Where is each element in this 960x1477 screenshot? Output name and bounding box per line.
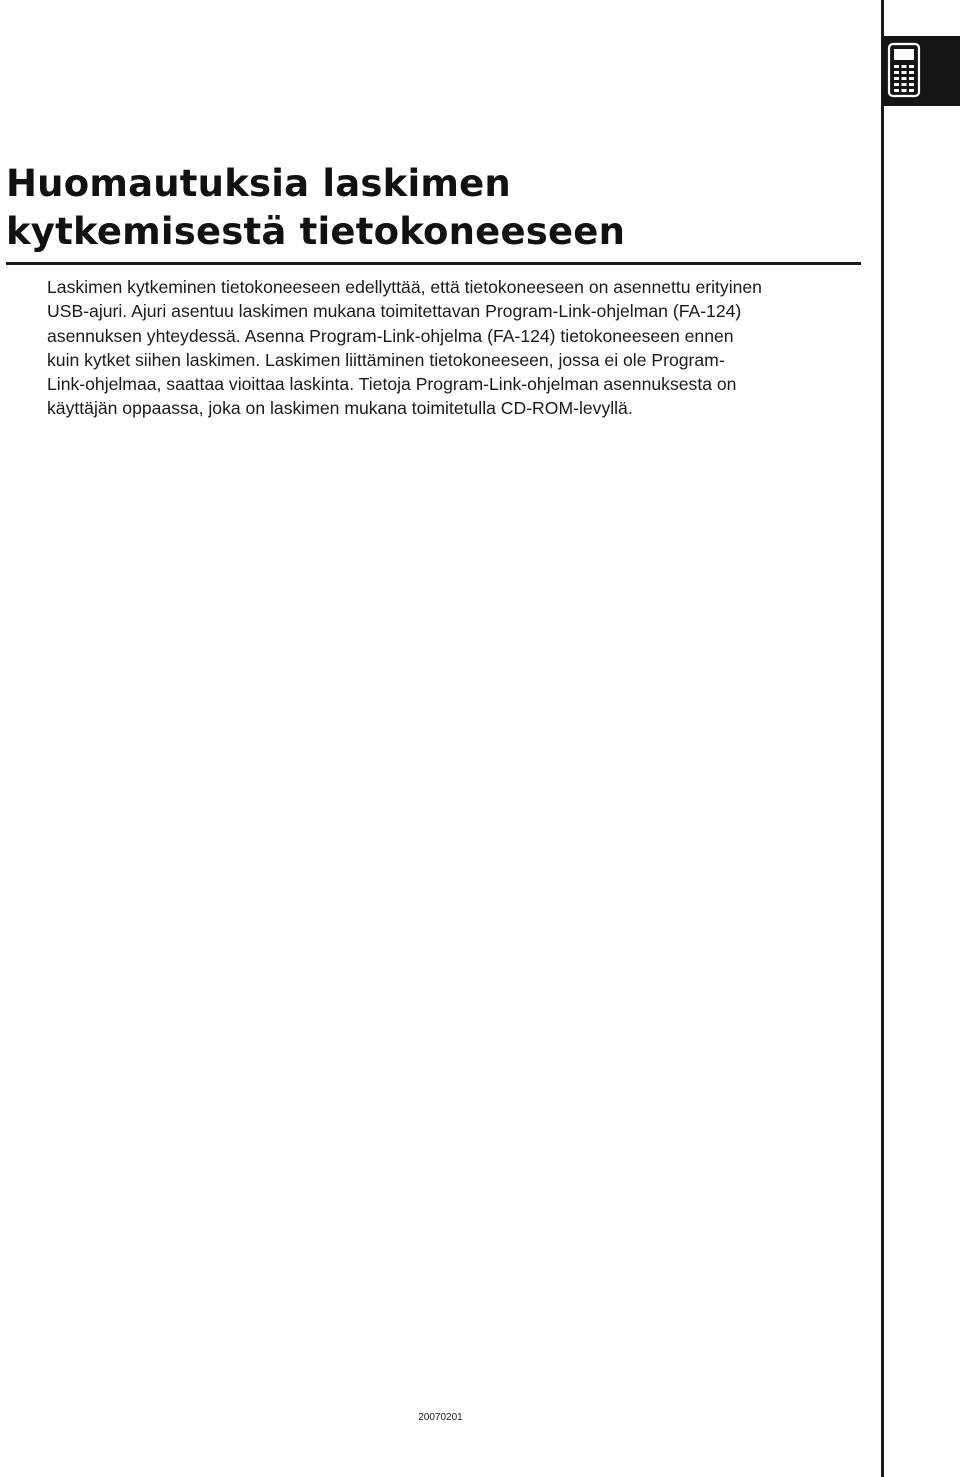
calculator-icon xyxy=(886,42,922,98)
footer-code: 20070201 xyxy=(418,1412,463,1423)
body-line-1: Laskimen kytkeminen tietokoneeseen edellyttää, että tietokoneeseen on asennettu erityinen xyxy=(47,277,762,297)
page-title xyxy=(6,160,625,256)
title-divider xyxy=(6,262,861,265)
body-paragraph xyxy=(47,275,762,421)
side-margin-rule xyxy=(881,0,884,1477)
page-title-line-1: Huomautuksia laskimen xyxy=(6,162,511,205)
body-line-5: Link-ohjelmaa, saattaa vioittaa laskinta. Tietoja Program-Link-ohjelman asennuksesta on xyxy=(47,374,737,395)
body-line-2: USB-ajuri. Ajuri asentuu laskimen mukana toimitettavan Program-Link-ohjelman (FA-124) xyxy=(47,301,742,322)
body-line-6: käyttäjän oppaassa, joka on laskimen mukana toimitetulla CD-ROM-levyllä. xyxy=(47,398,633,419)
page-title-line-2: kytkemisestä tietokoneeseen xyxy=(6,210,626,253)
body-line-3: asennuksen yhteydessä. Asenna Program-Link-ohjelma (FA-124) tietokoneeseen ennen xyxy=(47,325,734,346)
body-line-4: kuin kytket siihen laskimen. Laskimen liittäminen tietokoneeseen, jossa ei ole Program- xyxy=(47,349,725,370)
section-tab xyxy=(882,36,960,106)
